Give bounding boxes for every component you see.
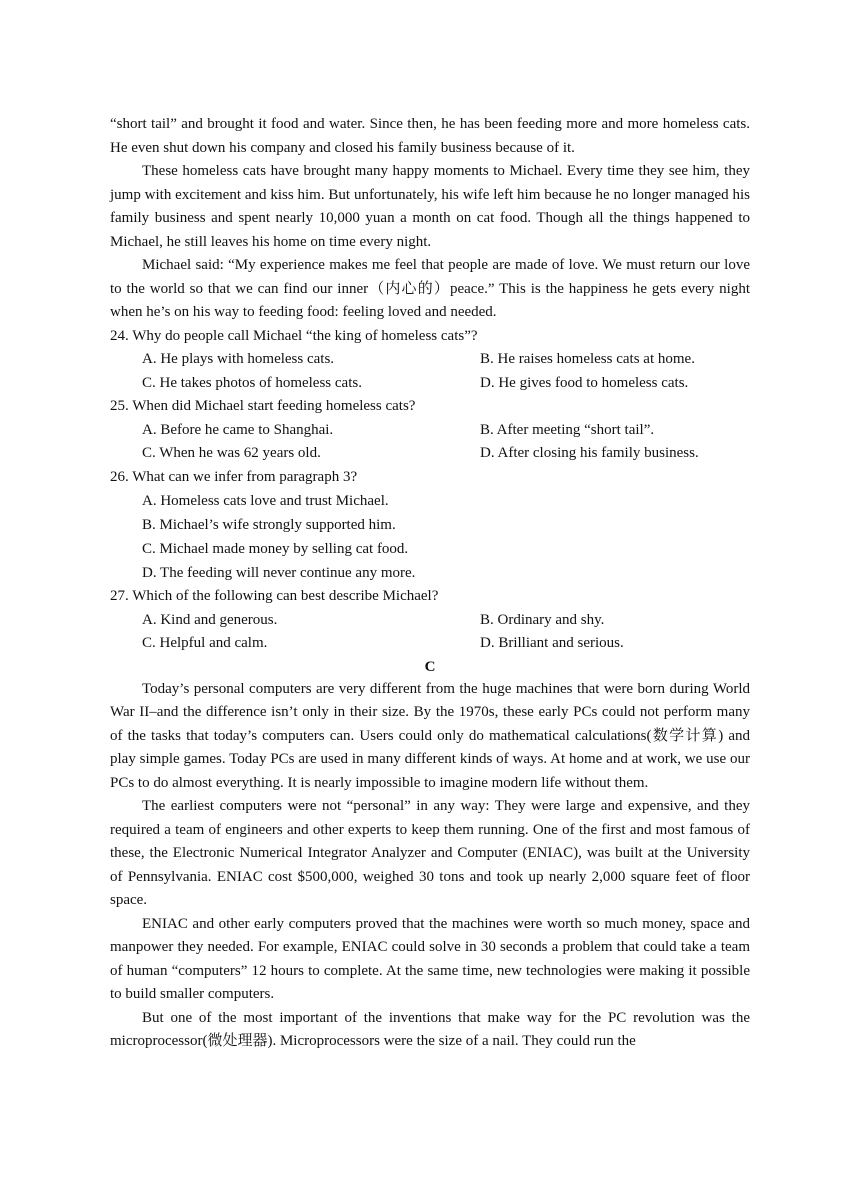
passage-paragraph: Today’s personal computers are very different from the huge machines that were born during World War II–and the difference isn’t only in their size. By the 1970s, these early PCs could not perform many of the tasks that today’s computers can. Users could only do mathematical calculations(数学计算) and play simple games. Today PCs are used in many different kinds of ways. At home and at work, we use our PCs to do almost everything. It is nearly impossible to imagine modern life without them. bbox=[110, 680, 750, 791]
option-d: D. He gives food to homeless cats. bbox=[480, 374, 689, 391]
passage-paragraph: These homeless cats have brought many happy moments to Michael. Every time they see him, they jump with excitement and kiss him. But unfortunately, his wife left him because he no longer managed his family business and spent nearly 10,000 yuan a month on cat food. Though all the things happened to Michael, he still leaves his home on time every night. bbox=[110, 163, 750, 250]
option-row bbox=[142, 419, 750, 443]
option-c: C. Michael made money by selling cat food. bbox=[142, 541, 409, 557]
passage-paragraph: The earliest computers were not “personal” in any way: They were large and expensive, and they required a team of engineers and other experts to keep them running. One of the first and most famous of these, the Electronic Numerical Integrator Analyzer and Computer (ENIAC), was built at the University of Pennsylvania. ENIAC cost $500,000, weighed 30 tons and took up nearly 2,000 square feet of floor space. bbox=[110, 798, 750, 908]
option-row bbox=[142, 348, 750, 372]
option-row bbox=[142, 609, 750, 633]
passage-paragraph: ENIAC and other early computers proved that the machines were worth so much money, space and manpower they needed. For example, ENIAC could solve in 30 seconds a problem that could take a team of human “computers” 12 hours to complete. At the same time, new technologies were making it possible to build smaller computers. bbox=[110, 915, 750, 1002]
passage-paragraph: “short tail” and brought it food and water. Since then, he has been feeding more and more homeless cats. He even shut down his company and closed his family business because of it. bbox=[110, 116, 750, 156]
question-25 bbox=[110, 395, 750, 466]
option-a: A. Before he came to Shanghai. bbox=[142, 421, 334, 438]
passage-paragraph: Michael said: “My experience makes me feel that people are made of love. We must return our love to the world so that we can find our inner（内心的）peace.” This is the happiness he gets every night when he’s on his way to feeding food: feeling loved and needed. bbox=[110, 257, 750, 320]
option-c: C. Helpful and calm. bbox=[142, 635, 268, 651]
option-a: A. Kind and generous. bbox=[142, 611, 278, 628]
option-a: A. He plays with homeless cats. bbox=[142, 351, 335, 367]
option-d: D. After closing his family business. bbox=[480, 445, 699, 461]
option-c: C. He takes photos of homeless cats. bbox=[142, 374, 362, 391]
option-d: D. Brilliant and serious. bbox=[480, 635, 624, 651]
question-26 bbox=[110, 466, 750, 586]
passage-paragraph: But one of the most important of the inventions that make way for the PC revolution was the microprocessor(微处理器). Microprocessors were the size of a nail. They could run the bbox=[110, 1009, 750, 1049]
option-a: A. Homeless cats love and trust Michael. bbox=[142, 493, 389, 509]
option-c: C. When he was 62 years old. bbox=[142, 445, 321, 461]
option-row bbox=[142, 372, 750, 396]
question-27 bbox=[110, 585, 750, 656]
question-stem: 26. What can we infer from paragraph 3? bbox=[110, 468, 358, 485]
option-row bbox=[142, 442, 750, 466]
option-b: B. Ordinary and shy. bbox=[480, 611, 605, 628]
option-b: B. After meeting “short tail”. bbox=[480, 421, 655, 438]
question-24 bbox=[110, 325, 750, 396]
option-d: D. The feeding will never continue any more. bbox=[142, 565, 416, 581]
page-content bbox=[110, 113, 750, 1054]
question-stem: 27. Which of the following can best describe Michael? bbox=[110, 588, 439, 604]
section-title: C bbox=[424, 658, 436, 675]
option-b: B. He raises homeless cats at home. bbox=[480, 351, 695, 367]
question-stem: 25. When did Michael start feeding homeless cats? bbox=[110, 398, 416, 414]
option-row bbox=[142, 632, 750, 656]
option-b: B. Michael’s wife strongly supported him. bbox=[142, 517, 396, 533]
question-stem: 24. Why do people call Michael “the king of homeless cats”? bbox=[110, 327, 478, 344]
